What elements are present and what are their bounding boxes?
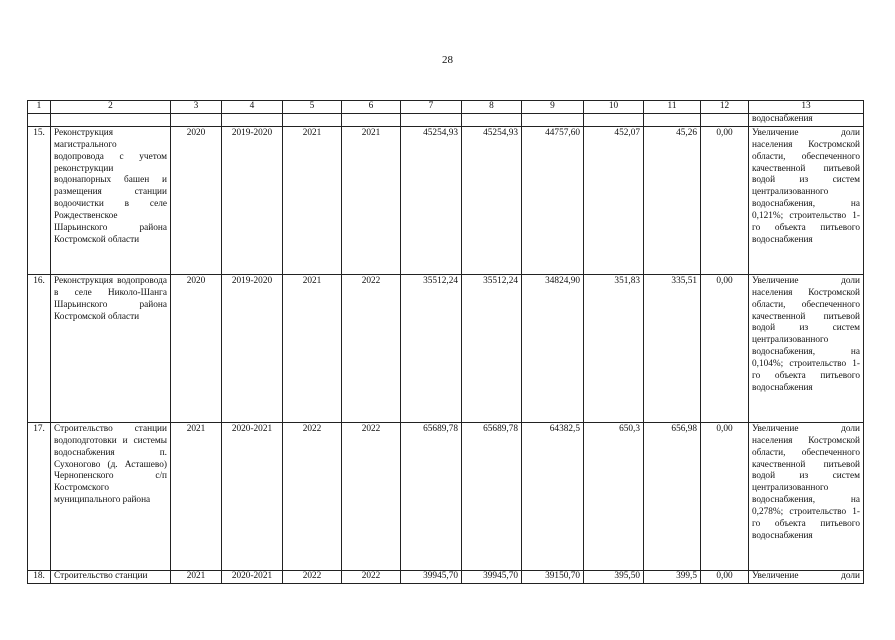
cell: 2020 [171,274,222,422]
result-description [749,570,864,583]
header-cell: 10 [584,101,644,114]
header-cell: 4 [222,101,283,114]
row-number: 15. [28,126,51,274]
cell: 2021 [171,570,222,583]
cell: 2019-2020 [222,274,283,422]
cell: 39945,70 [401,570,462,583]
table-row [28,422,864,570]
header-cell: 13 [749,101,864,114]
cell: 650,3 [584,422,644,570]
cell: 2022 [342,570,401,583]
cell: 45254,93 [401,126,462,274]
cell: 45254,93 [462,126,522,274]
project-name: Реконструкция магистрального водопровода с учетом реконструкции водонапорных башен и размещения станции водоочистки в селе Рождественское Шарьинского района Костромской области [51,126,171,274]
header-cell: 1 [28,101,51,114]
cell: 35512,24 [401,274,462,422]
cell: 2020-2021 [222,422,283,570]
cell: 65689,78 [401,422,462,570]
row-number: 17. [28,422,51,570]
page-number: 28 [442,54,453,66]
header-cell: 5 [283,101,342,114]
header-cell: 8 [462,101,522,114]
project-name: Строительство станции водоподготовки и системы водоснабжения п. Сухоногово (д. Асташево) Чернопенского с/п Костромского муниципального района [51,422,171,570]
cell: 2020-2021 [222,570,283,583]
investment-table [27,100,864,584]
cell: 2022 [342,274,401,422]
cell: 45,26 [644,126,701,274]
cell: 335,51 [644,274,701,422]
header-cell: 3 [171,101,222,114]
row-number: 18. [28,570,51,583]
cell: 0,00 [701,570,749,583]
result-word: Увеличение [752,570,799,581]
result-description: Увеличение доли населения Костромской области, обеспеченного качественной питьевой водой из систем централизованного водоснабжения, на 0,278%; строительство 1-го объекта питьевого водоснабжения [749,422,864,570]
cell: 2019-2020 [222,126,283,274]
cell: 0,00 [701,422,749,570]
result-description: Увеличение доли населения Костромской области, обеспеченного качественной питьевой водой из систем централизованного водоснабжения, на 0,104%; строительство 1-го объекта питьевого водоснабжения [749,274,864,422]
cell: 0,00 [701,126,749,274]
header-cell: 6 [342,101,401,114]
project-name: Реконструкция водопровода в селе Николо-Шанга Шарьинского района Костромской области [51,274,171,422]
table-row [28,126,864,274]
result-word: доли [841,570,860,581]
cell: 44757,60 [522,126,584,274]
cell: 64382,5 [522,422,584,570]
result-description: Увеличение доли населения Костромской области, обеспеченного качественной питьевой водой из систем централизованного водоснабжения, на 0,121%; строительство 1-го объекта питьевого водоснабжения [749,126,864,274]
cell: 2021 [171,422,222,570]
cell: 39150,70 [522,570,584,583]
cell: 2021 [342,126,401,274]
cell: 2021 [283,126,342,274]
cell: 2022 [283,570,342,583]
cell: 35512,24 [462,274,522,422]
cell: 39945,70 [462,570,522,583]
cell: 351,83 [584,274,644,422]
header-cell: 2 [51,101,171,114]
cell: 399,5 [644,570,701,583]
cell: 2022 [342,422,401,570]
table-row [28,274,864,422]
cell: 34824,90 [522,274,584,422]
project-name: Строительство станции [51,570,171,583]
cell: 452,07 [584,126,644,274]
row-number: 16. [28,274,51,422]
cell: 656,98 [644,422,701,570]
header-cell: 7 [401,101,462,114]
cell: 2020 [171,126,222,274]
header-cell: 11 [644,101,701,114]
continuation-text: водоснабжения [749,113,864,126]
cell: 65689,78 [462,422,522,570]
continuation-row [28,113,864,126]
header-row [28,101,864,114]
header-cell: 12 [701,101,749,114]
cell: 395,50 [584,570,644,583]
cell: 2022 [283,422,342,570]
header-cell: 9 [522,101,584,114]
cell: 2021 [283,274,342,422]
cell: 0,00 [701,274,749,422]
table-row [28,570,864,583]
